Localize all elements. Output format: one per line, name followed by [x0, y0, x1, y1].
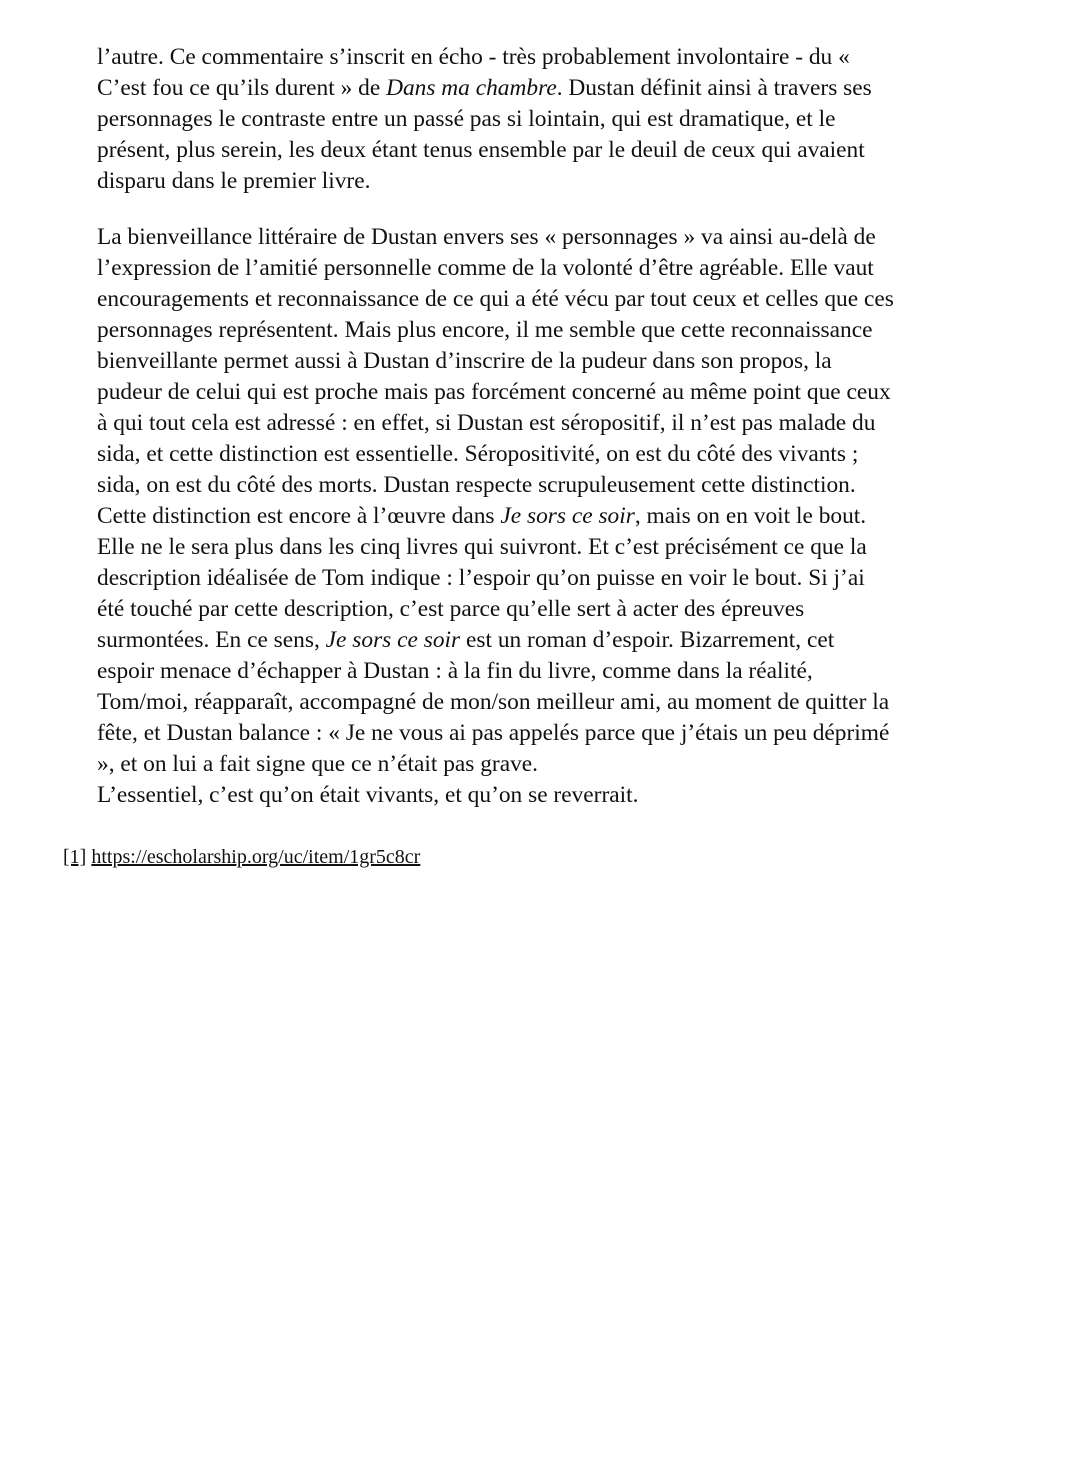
book-title: Je sors ce soir: [325, 627, 461, 653]
footnote: [63, 843, 420, 871]
paragraph-line: personnages le contraste entre un passé pas si lointain, qui est dramatique, et le: [97, 106, 836, 132]
paragraph-line: disparu dans le premier livre.: [97, 168, 371, 194]
paragraph-line: Tom/moi, réapparaît, accompagné de mon/son meilleur ami, au moment de quitter la: [97, 689, 890, 715]
paragraph-line: C’est fou ce qu’ils durent » de Dans ma chambre. Dustan définit ainsi à travers ses: [97, 75, 872, 101]
paragraph-line: sida, on est du côté des morts. Dustan respecte scrupuleusement cette distinction.: [97, 472, 856, 498]
paragraph-line: fête, et Dustan balance : « Je ne vous ai pas appelés parce que j’étais un peu déprimé: [97, 720, 890, 746]
paragraph-line: personnages représentent. Mais plus encore, il me semble que cette reconnaissance: [97, 317, 873, 343]
footnote-marker[interactable]: [1]: [63, 846, 87, 868]
paragraph-line: l’autre. Ce commentaire s’inscrit en écho - très probablement involontaire - du «: [97, 44, 850, 70]
paragraph-line: à qui tout cela est adressé : en effet, si Dustan est séropositif, il n’est pas malade du: [97, 410, 876, 436]
paragraph-line: présent, plus serein, les deux étant tenus ensemble par le deuil de ceux qui avaient: [97, 137, 865, 163]
paragraph-line: bienveillante permet aussi à Dustan d’inscrire de la pudeur dans son propos, la: [97, 348, 832, 374]
paragraph-line: Cette distinction est encore à l’œuvre dans Je sors ce soir, mais on en voit le bout.: [97, 503, 867, 529]
book-title: Je sors ce soir: [500, 503, 635, 529]
paragraph-line: Elle ne le sera plus dans les cinq livres qui suivront. Et c’est précisément ce que la: [97, 534, 867, 560]
book-title: Dans ma chambre: [386, 75, 557, 101]
paragraph-line: sida, et cette distinction est essentielle. Séropositivité, on est du côté des vivants ;: [97, 441, 859, 467]
paragraph-line: espoir menace d’échapper à Dustan : à la fin du livre, comme dans la réalité,: [97, 658, 813, 684]
paragraph-line: encouragements et reconnaissance de ce qui a été vécu par tout ceux et celles que ces: [97, 286, 894, 312]
paragraph-2: [97, 222, 992, 811]
paragraph-1: [97, 42, 992, 197]
paragraph-line: », et on lui a fait signe que ce n’était pas grave.: [97, 751, 539, 777]
paragraph-line: La bienveillance littéraire de Dustan envers ses « personnages » va ainsi au-delà de: [97, 224, 876, 250]
paragraph-line: pudeur de celui qui est proche mais pas forcément concerné au même point que ceux: [97, 379, 891, 405]
paragraph-line: été touché par cette description, c’est parce qu’elle sert à acter des épreuves: [97, 596, 805, 622]
paragraph-line: description idéalisée de Tom indique : l’espoir qu’on puisse en voir le bout. Si j’ai: [97, 565, 865, 591]
paragraph-line: l’expression de l’amitié personnelle comme de la volonté d’être agréable. Elle vaut: [97, 255, 874, 281]
paragraph-line: L’essentiel, c’est qu’on était vivants, et qu’on se reverrait.: [97, 782, 639, 808]
footnote-link[interactable]: https://escholarship.org/uc/item/1gr5c8cr: [91, 846, 421, 868]
paragraph-line: surmontées. En ce sens, Je sors ce soir est un roman d’espoir. Bizarrement, cet: [97, 627, 835, 653]
